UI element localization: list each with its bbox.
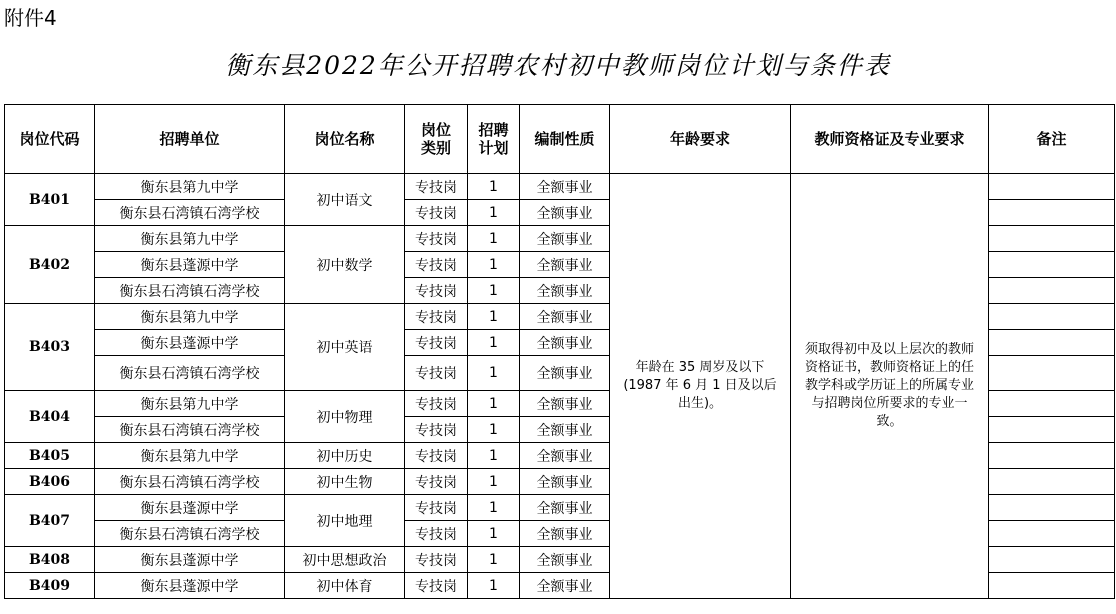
remark-cell [989, 521, 1115, 547]
header-category [405, 105, 468, 174]
recruit-plan: 1 [468, 443, 520, 469]
header-unit: 招聘单位 [95, 105, 285, 174]
remark-cell [989, 391, 1115, 417]
position-category: 专技岗 [405, 304, 468, 330]
staffing-nature: 全额事业 [520, 547, 610, 573]
header-row [5, 105, 1115, 174]
table-row [5, 174, 1115, 200]
remark-cell [989, 200, 1115, 226]
staffing-nature: 全额事业 [520, 469, 610, 495]
employer-unit: 衡东县第九中学 [95, 391, 285, 417]
staffing-nature: 全额事业 [520, 356, 610, 391]
header-nature: 编制性质 [520, 105, 610, 174]
position-code: B404 [5, 391, 95, 443]
remark-cell [989, 174, 1115, 200]
header-plan-text: 招聘计划 [478, 121, 509, 157]
position-code: B408 [5, 547, 95, 573]
recruit-plan: 1 [468, 304, 520, 330]
position-name: 初中地理 [285, 495, 405, 547]
employer-unit: 衡东县蓬源中学 [95, 495, 285, 521]
recruit-plan: 1 [468, 495, 520, 521]
staffing-nature: 全额事业 [520, 304, 610, 330]
position-name: 初中物理 [285, 391, 405, 443]
remark-cell [989, 573, 1115, 599]
staffing-nature: 全额事业 [520, 573, 610, 599]
recruit-plan: 1 [468, 391, 520, 417]
position-category: 专技岗 [405, 226, 468, 252]
remark-cell [989, 443, 1115, 469]
staffing-nature: 全额事业 [520, 200, 610, 226]
position-code: B409 [5, 573, 95, 599]
age-requirement: 年龄在 35 周岁及以下(1987 年 6 月 1 日及以后出生)。 [610, 174, 791, 599]
employer-unit: 衡东县第九中学 [95, 443, 285, 469]
header-age: 年龄要求 [610, 105, 791, 174]
remark-cell [989, 304, 1115, 330]
staffing-nature: 全额事业 [520, 391, 610, 417]
staffing-nature: 全额事业 [520, 226, 610, 252]
position-name: 初中思想政治 [285, 547, 405, 573]
employer-unit: 衡东县石湾镇石湾学校 [95, 278, 285, 304]
employer-unit: 衡东县第九中学 [95, 304, 285, 330]
position-category: 专技岗 [405, 278, 468, 304]
position-name: 初中历史 [285, 443, 405, 469]
position-category: 专技岗 [405, 330, 468, 356]
staffing-nature: 全额事业 [520, 174, 610, 200]
remark-cell [989, 469, 1115, 495]
position-category: 专技岗 [405, 521, 468, 547]
position-code: B406 [5, 469, 95, 495]
recruit-plan: 1 [468, 200, 520, 226]
staffing-nature: 全额事业 [520, 495, 610, 521]
remark-cell [989, 417, 1115, 443]
employer-unit: 衡东县石湾镇石湾学校 [95, 356, 285, 391]
position-category: 专技岗 [405, 547, 468, 573]
employer-unit: 衡东县石湾镇石湾学校 [95, 469, 285, 495]
employer-unit: 衡东县石湾镇石湾学校 [95, 417, 285, 443]
position-name: 初中体育 [285, 573, 405, 599]
position-name: 初中生物 [285, 469, 405, 495]
position-category: 专技岗 [405, 252, 468, 278]
recruit-plan: 1 [468, 417, 520, 443]
position-category: 专技岗 [405, 174, 468, 200]
position-category: 专技岗 [405, 356, 468, 391]
page-title: 衡东县2022年公开招聘农村初中教师岗位计划与条件表 [225, 51, 891, 80]
annex-label: 附件4 [4, 6, 57, 30]
staffing-nature: 全额事业 [520, 330, 610, 356]
position-category: 专技岗 [405, 495, 468, 521]
position-code: B402 [5, 226, 95, 304]
position-name: 初中英语 [285, 304, 405, 391]
header-qualification: 教师资格证及专业要求 [791, 105, 989, 174]
position-code: B407 [5, 495, 95, 547]
position-category: 专技岗 [405, 417, 468, 443]
position-category: 专技岗 [405, 443, 468, 469]
employer-unit: 衡东县蓬源中学 [95, 252, 285, 278]
qualification-requirement: 须取得初中及以上层次的教师资格证书，教师资格证上的任教学科或学历证上的所属专业与招聘岗位所要求的专业一致。 [791, 174, 989, 599]
staffing-nature: 全额事业 [520, 521, 610, 547]
recruit-plan: 1 [468, 356, 520, 391]
employer-unit: 衡东县石湾镇石湾学校 [95, 200, 285, 226]
employer-unit: 衡东县第九中学 [95, 226, 285, 252]
position-name: 初中数学 [285, 226, 405, 304]
staffing-nature: 全额事业 [520, 417, 610, 443]
header-plan [468, 105, 520, 174]
header-code: 岗位代码 [5, 105, 95, 174]
recruit-plan: 1 [468, 573, 520, 599]
remark-cell [989, 226, 1115, 252]
position-code: B403 [5, 304, 95, 391]
employer-unit: 衡东县蓬源中学 [95, 330, 285, 356]
recruit-plan: 1 [468, 174, 520, 200]
header-category-text: 岗位类别 [420, 121, 451, 157]
header-remark: 备注 [989, 105, 1115, 174]
recruit-plan: 1 [468, 521, 520, 547]
recruitment-table [4, 104, 1115, 599]
remark-cell [989, 547, 1115, 573]
position-name: 初中语文 [285, 174, 405, 226]
employer-unit: 衡东县蓬源中学 [95, 547, 285, 573]
remark-cell [989, 495, 1115, 521]
staffing-nature: 全额事业 [520, 443, 610, 469]
employer-unit: 衡东县第九中学 [95, 174, 285, 200]
employer-unit: 衡东县石湾镇石湾学校 [95, 521, 285, 547]
remark-cell [989, 356, 1115, 391]
table-body [5, 174, 1115, 599]
remark-cell [989, 252, 1115, 278]
recruit-plan: 1 [468, 547, 520, 573]
position-category: 专技岗 [405, 391, 468, 417]
recruit-plan: 1 [468, 469, 520, 495]
remark-cell [989, 330, 1115, 356]
header-position: 岗位名称 [285, 105, 405, 174]
remark-cell [989, 278, 1115, 304]
staffing-nature: 全额事业 [520, 252, 610, 278]
staffing-nature: 全额事业 [520, 278, 610, 304]
recruit-plan: 1 [468, 278, 520, 304]
recruit-plan: 1 [468, 330, 520, 356]
recruit-plan: 1 [468, 226, 520, 252]
recruit-plan: 1 [468, 252, 520, 278]
position-category: 专技岗 [405, 469, 468, 495]
position-code: B405 [5, 443, 95, 469]
position-category: 专技岗 [405, 200, 468, 226]
position-code: B401 [5, 174, 95, 226]
employer-unit: 衡东县蓬源中学 [95, 573, 285, 599]
position-category: 专技岗 [405, 573, 468, 599]
